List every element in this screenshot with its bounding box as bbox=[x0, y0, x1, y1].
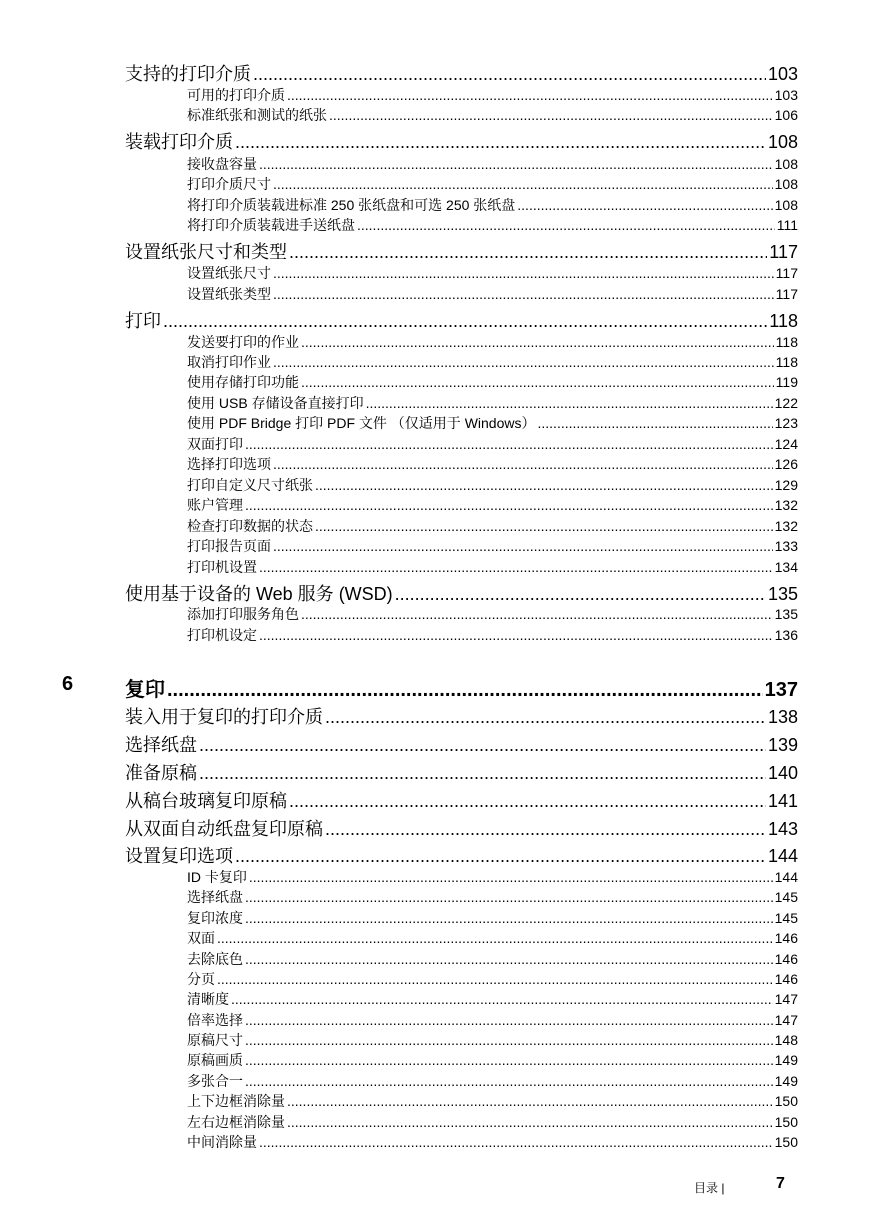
toc-dot-leader bbox=[245, 1073, 773, 1089]
toc-entry-title: 中间消除量 bbox=[187, 1134, 257, 1150]
toc-subsection-entry[interactable] bbox=[187, 604, 798, 624]
toc-dot-leader bbox=[315, 518, 773, 534]
toc-dot-leader bbox=[245, 1052, 773, 1068]
toc-entry-title: 原稿尺寸 bbox=[187, 1032, 243, 1048]
toc-entry-title: 发送要打印的作业 bbox=[187, 334, 299, 350]
toc-entry-page-number: 129 bbox=[774, 477, 798, 493]
toc-dot-leader bbox=[325, 819, 766, 840]
toc-entry-title: 打印自定义尺寸纸张 bbox=[187, 477, 313, 493]
toc-subsection-entry[interactable] bbox=[187, 516, 798, 536]
toc-entry-title: 准备原稿 bbox=[125, 763, 197, 783]
toc-dot-leader bbox=[273, 354, 774, 370]
toc-dot-leader bbox=[273, 456, 773, 472]
toc-dot-leader bbox=[301, 334, 774, 350]
toc-dot-leader bbox=[245, 1032, 773, 1048]
toc-dot-leader bbox=[395, 584, 766, 605]
toc-subsection-entry[interactable] bbox=[187, 1091, 798, 1111]
toc-entry-page-number: 148 bbox=[774, 1032, 798, 1048]
toc-dot-leader bbox=[245, 436, 773, 452]
toc-entry-page-number: 136 bbox=[774, 627, 798, 643]
toc-entry-page-number: 103 bbox=[774, 87, 798, 103]
toc-entry-title: 接收盘容量 bbox=[187, 156, 257, 172]
toc-entry-title: 设置纸张尺寸和类型 bbox=[125, 242, 287, 262]
toc-entry-title: 检查打印数据的状态 bbox=[187, 518, 313, 534]
toc-entry-title: 打印 bbox=[125, 311, 161, 331]
toc-entry-page-number: 138 bbox=[767, 707, 798, 727]
toc-subsection-entry[interactable] bbox=[187, 969, 798, 989]
toc-entry-page-number: 149 bbox=[774, 1073, 798, 1089]
toc-entry-page-number: 150 bbox=[774, 1093, 798, 1109]
toc-dot-leader bbox=[287, 87, 773, 103]
toc-entry-title: 从稿台玻璃复印原稿 bbox=[125, 791, 287, 811]
toc-entry-page-number: 144 bbox=[767, 846, 798, 866]
toc-entry-title: 设置复印选项 bbox=[125, 846, 233, 866]
toc-entry-page-number: 126 bbox=[774, 456, 798, 472]
toc-entry-title: 可用的打印介质 bbox=[187, 87, 285, 103]
toc-entry-page-number: 146 bbox=[774, 930, 798, 946]
toc-dot-leader bbox=[235, 132, 766, 153]
toc-subsection-entry[interactable] bbox=[187, 1030, 798, 1050]
toc-subsection-entry[interactable] bbox=[187, 1010, 798, 1030]
toc-entry-page-number: 108 bbox=[767, 132, 798, 152]
toc-dot-leader bbox=[245, 951, 773, 967]
toc-dot-leader bbox=[517, 197, 772, 213]
toc-entry-title: 账户管理 bbox=[187, 497, 243, 513]
toc-entry-page-number: 122 bbox=[774, 395, 798, 411]
toc-dot-leader bbox=[245, 497, 773, 513]
toc-entry-title: 使用存储打印功能 bbox=[187, 374, 299, 390]
toc-dot-leader bbox=[289, 242, 767, 263]
toc-dot-leader bbox=[235, 846, 766, 867]
toc-entry-title: 使用 USB 存储设备直接打印 bbox=[187, 395, 364, 411]
toc-entry-page-number: 118 bbox=[775, 354, 798, 370]
toc-entry-title: 使用 PDF Bridge 打印 PDF 文件 （仅适用于 Windows） bbox=[187, 415, 536, 431]
toc-subsection-entry[interactable] bbox=[187, 908, 798, 928]
toc-entry-title: 打印机设定 bbox=[187, 627, 257, 643]
toc-entry-title: 清晰度 bbox=[187, 991, 229, 1007]
toc-entry-title: 选择打印选项 bbox=[187, 456, 271, 472]
toc-entry-page-number: 146 bbox=[774, 971, 798, 987]
toc-entry-page-number: 133 bbox=[774, 538, 798, 554]
toc-dot-leader bbox=[217, 971, 773, 987]
toc-entry-page-number: 111 bbox=[776, 217, 798, 233]
toc-subsection-entry[interactable] bbox=[187, 263, 798, 283]
toc-dot-leader bbox=[245, 889, 773, 905]
toc-dot-leader bbox=[199, 763, 766, 784]
toc-subsection-entry[interactable] bbox=[187, 154, 798, 174]
toc-entry-page-number: 135 bbox=[767, 584, 798, 604]
toc-subsection-entry[interactable] bbox=[187, 625, 798, 645]
toc-entry-page-number: 145 bbox=[774, 889, 798, 905]
toc-subsection-entry[interactable] bbox=[187, 1132, 798, 1152]
toc-entry-page-number: 117 bbox=[775, 265, 798, 281]
toc-dot-leader bbox=[366, 395, 773, 411]
toc-entry-page-number: 145 bbox=[774, 910, 798, 926]
toc-entry-title: 打印报告页面 bbox=[187, 538, 271, 554]
toc-entry-page-number: 147 bbox=[774, 1012, 798, 1028]
toc-dot-leader bbox=[217, 930, 773, 946]
toc-dot-leader bbox=[253, 64, 766, 85]
toc-subsection-entry[interactable] bbox=[187, 105, 798, 125]
toc-entry-title: 将打印介质装载进标准 250 张纸盘和可选 250 张纸盘 bbox=[187, 197, 516, 213]
toc-entry-page-number: 108 bbox=[774, 156, 798, 172]
footer-label: 目录 | bbox=[694, 1181, 725, 1195]
toc-entry-title: 装入用于复印的打印介质 bbox=[125, 707, 323, 727]
toc-subsection-entry[interactable] bbox=[187, 949, 798, 969]
toc-dot-leader bbox=[325, 707, 766, 728]
toc-dot-leader bbox=[231, 991, 773, 1007]
toc-entry-title: 设置纸张类型 bbox=[187, 286, 271, 302]
toc-subsection-entry[interactable] bbox=[187, 989, 798, 1009]
toc-subsection-entry[interactable] bbox=[187, 1071, 798, 1091]
toc-entry-page-number: 108 bbox=[774, 197, 798, 213]
toc-entry-page-number: 135 bbox=[774, 606, 798, 622]
toc-section-entry[interactable] bbox=[125, 580, 798, 606]
toc-dot-leader bbox=[287, 1114, 773, 1130]
toc-entry-page-number: 106 bbox=[774, 107, 798, 123]
toc-section-entry[interactable] bbox=[125, 759, 798, 785]
toc-dot-leader bbox=[301, 374, 774, 390]
toc-dot-leader bbox=[538, 415, 773, 431]
toc-subsection-entry[interactable] bbox=[187, 867, 798, 887]
toc-entry-title: 设置纸张尺寸 bbox=[187, 265, 271, 281]
toc-entry-title: 选择纸盘 bbox=[187, 889, 243, 905]
toc-entry-page-number: 117 bbox=[775, 286, 798, 302]
toc-entry-title: 标准纸张和测试的纸张 bbox=[187, 107, 327, 123]
toc-entry-title: 支持的打印介质 bbox=[125, 64, 251, 84]
toc-section-entry[interactable] bbox=[125, 703, 798, 729]
toc-entry-page-number: 118 bbox=[775, 334, 798, 350]
toc-entry-page-number: 137 bbox=[764, 679, 798, 701]
toc-entry-title: 去除底色 bbox=[187, 951, 243, 967]
toc-dot-leader bbox=[273, 176, 773, 192]
toc-subsection-entry[interactable] bbox=[187, 536, 798, 556]
toc-entry-page-number: 147 bbox=[774, 991, 798, 1007]
toc-entry-title: 复印 bbox=[125, 679, 165, 701]
toc-section-entry[interactable] bbox=[125, 307, 798, 333]
toc-entry-page-number: 118 bbox=[769, 311, 798, 331]
toc-entry-title: 左右边框消除量 bbox=[187, 1114, 285, 1130]
toc-chapter-entry[interactable] bbox=[125, 673, 798, 702]
toc-entry-title: 从双面自动纸盘复印原稿 bbox=[125, 819, 323, 839]
toc-dot-leader bbox=[315, 477, 773, 493]
toc-entry-title: 多张合一 bbox=[187, 1073, 243, 1089]
toc-entry-title: 倍率选择 bbox=[187, 1012, 243, 1028]
toc-entry-page-number: 132 bbox=[774, 518, 798, 534]
toc-entry-title: 分页 bbox=[187, 971, 215, 987]
toc-section-entry[interactable] bbox=[125, 842, 798, 868]
toc-entry-title: 打印机设置 bbox=[187, 559, 257, 575]
toc-section-entry[interactable] bbox=[125, 787, 798, 813]
toc-subsection-entry[interactable] bbox=[187, 195, 798, 215]
chapter-number: 6 bbox=[62, 673, 74, 695]
toc-dot-leader bbox=[163, 311, 767, 332]
toc-dot-leader bbox=[273, 265, 774, 281]
toc-entry-title: 选择纸盘 bbox=[125, 735, 197, 755]
toc-entry-page-number: 141 bbox=[767, 791, 798, 811]
toc-subsection-entry[interactable] bbox=[187, 174, 798, 194]
toc-subsection-entry[interactable] bbox=[187, 215, 798, 235]
toc-section-entry[interactable] bbox=[125, 238, 798, 264]
toc-dot-leader bbox=[199, 735, 766, 756]
toc-subsection-entry[interactable] bbox=[187, 887, 798, 907]
toc-dot-leader bbox=[301, 606, 773, 622]
toc-entry-page-number: 150 bbox=[774, 1114, 798, 1130]
toc-entry-title: 双面 bbox=[187, 930, 215, 946]
toc-entry-title: 添加打印服务角色 bbox=[187, 606, 299, 622]
toc-dot-leader bbox=[259, 156, 773, 172]
toc-dot-leader bbox=[273, 286, 774, 302]
toc-subsection-entry[interactable] bbox=[187, 393, 798, 413]
toc-subsection-entry[interactable] bbox=[187, 475, 798, 495]
toc-section-entry[interactable] bbox=[125, 731, 798, 757]
toc-subsection-entry[interactable] bbox=[187, 1112, 798, 1132]
toc-dot-leader bbox=[259, 559, 773, 575]
toc-entry-title: 将打印介质装载进手送纸盘 bbox=[187, 217, 355, 233]
footer-page-number: 7 bbox=[776, 1175, 785, 1192]
toc-entry-page-number: 124 bbox=[774, 436, 798, 452]
toc-entry-page-number: 150 bbox=[774, 1134, 798, 1150]
toc-subsection-entry[interactable] bbox=[187, 413, 798, 433]
toc-entry-page-number: 119 bbox=[775, 374, 798, 390]
toc-subsection-entry[interactable] bbox=[187, 495, 798, 515]
toc-entry-page-number: 117 bbox=[769, 242, 798, 262]
toc-subsection-entry[interactable] bbox=[187, 1050, 798, 1070]
toc-entry-page-number: 132 bbox=[774, 497, 798, 513]
toc-subsection-entry[interactable] bbox=[187, 557, 798, 577]
toc-dot-leader bbox=[259, 1134, 773, 1150]
toc-entry-page-number: 143 bbox=[767, 819, 798, 839]
toc-entry-title: 打印介质尺寸 bbox=[187, 176, 271, 192]
toc-subsection-entry[interactable] bbox=[187, 352, 798, 372]
toc-dot-leader bbox=[287, 1093, 773, 1109]
toc-subsection-entry[interactable] bbox=[187, 332, 798, 352]
toc-dot-leader bbox=[259, 627, 773, 643]
toc-subsection-entry[interactable] bbox=[187, 372, 798, 392]
toc-dot-leader bbox=[289, 791, 766, 812]
toc-subsection-entry[interactable] bbox=[187, 928, 798, 948]
toc-dot-leader bbox=[245, 910, 773, 926]
toc-section-entry[interactable] bbox=[125, 60, 798, 86]
toc-dot-leader bbox=[357, 217, 775, 233]
toc-dot-leader bbox=[245, 1012, 773, 1028]
toc-entry-page-number: 134 bbox=[774, 559, 798, 575]
toc-entry-page-number: 103 bbox=[767, 64, 798, 84]
toc-entry-title: 装载打印介质 bbox=[125, 132, 233, 152]
toc-subsection-entry[interactable] bbox=[187, 85, 798, 105]
toc-entry-title: 复印浓度 bbox=[187, 910, 243, 926]
toc-dot-leader bbox=[249, 869, 773, 885]
toc-entry-title: 双面打印 bbox=[187, 436, 243, 452]
toc-entry-title: 原稿画质 bbox=[187, 1052, 243, 1068]
toc-entry-page-number: 149 bbox=[774, 1052, 798, 1068]
toc-entry-page-number: 123 bbox=[774, 415, 798, 431]
toc-section-entry[interactable] bbox=[125, 815, 798, 841]
toc-entry-page-number: 146 bbox=[774, 951, 798, 967]
toc-entry-title: 取消打印作业 bbox=[187, 354, 271, 370]
toc-subsection-entry[interactable] bbox=[187, 434, 798, 454]
toc-subsection-entry[interactable] bbox=[187, 284, 798, 304]
toc-entry-page-number: 144 bbox=[774, 869, 798, 885]
toc-dot-leader bbox=[167, 679, 763, 702]
toc-entry-title: 上下边框消除量 bbox=[187, 1093, 285, 1109]
toc-entry-title: ID 卡复印 bbox=[187, 869, 247, 885]
toc-entry-page-number: 108 bbox=[774, 176, 798, 192]
toc-dot-leader bbox=[329, 107, 773, 123]
toc-entry-page-number: 140 bbox=[767, 763, 798, 783]
toc-section-entry[interactable] bbox=[125, 128, 798, 154]
toc-subsection-entry[interactable] bbox=[187, 454, 798, 474]
toc-dot-leader bbox=[273, 538, 773, 554]
toc-entry-title: 使用基于设备的 Web 服务 (WSD) bbox=[125, 584, 393, 604]
toc-entry-page-number: 139 bbox=[767, 735, 798, 755]
